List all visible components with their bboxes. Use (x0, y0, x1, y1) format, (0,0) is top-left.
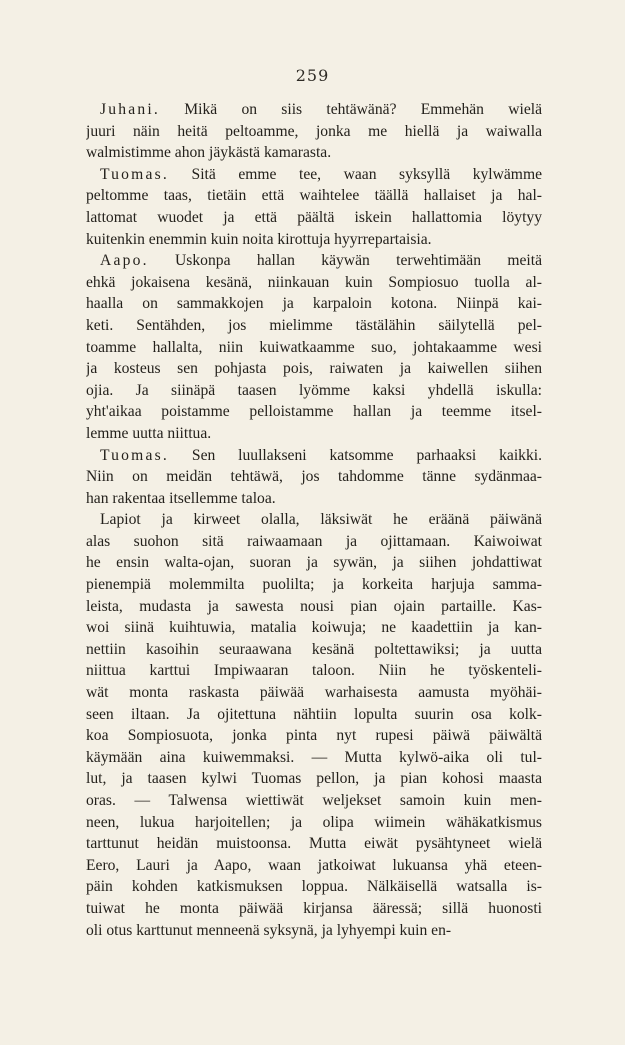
paragraph (86, 99, 542, 164)
text-line (86, 725, 542, 747)
text-line (86, 229, 542, 251)
line-text: seen iltaan. Ja ojitettuna nähtiin lopulta suurin osa kolk- (86, 705, 542, 723)
text-line (86, 531, 542, 553)
line-text: oli otus karttunut menneenä syksynä, ja lyhyempi kuin en- (86, 921, 452, 939)
line-text: woi siinä kuihtuwia, matalia koiwuja; ne kaadettiin ja kan- (86, 619, 542, 637)
text-line (86, 855, 542, 877)
line-text: Eero, Lauri ja Aapo, waan jatkoiwat lukuansa yhä eteen- (86, 856, 542, 874)
line-text: päin kohden katkismuksen loppua. Nälkäisellä watsalla is- (86, 878, 542, 896)
line-text: Niin on meidän tehtäwä, jos tahdomme tänne sydänmaa- (86, 468, 542, 486)
line-text: tarttunut heidän muistoonsa. Mutta eiwät pysähtyneet wielä (86, 835, 542, 853)
line-text: lattomat wuodet ja että päältä iskein hallattomia löytyy (86, 208, 542, 226)
text-line (86, 833, 542, 855)
line-text: keti. Sentähden, jos mielimme tästälähin säilytellä pel- (86, 316, 542, 334)
line-text: ehkä jokaisena kesänä, niinkauan kuin Sompiosuo tuolla al- (86, 273, 542, 291)
text-line (86, 423, 542, 445)
line-text: Sen luullakseni katsomme parhaaksi kaikki. (191, 446, 542, 464)
line-text: Mikä on siis tehtäwänä? Emmehän wielä (184, 101, 542, 118)
paragraph (86, 164, 542, 250)
text-line (86, 812, 542, 834)
speaker-name: Tuomas. (100, 446, 169, 464)
text-line (86, 682, 542, 704)
line-text: ojia. Ja siinäpä taasen lyömme kaksi yhdellä iskulla: (86, 381, 542, 399)
line-text: juuri näin heitä peltoamme, jonka me hiellä ja waiwalla (86, 122, 542, 140)
line-text: toamme hallalta, niin kuiwatkaamme suo, johtakaamme wesi (86, 338, 542, 356)
line-text: Lapiot ja kirweet olalla, läksiwät he eräänä päiwänä (100, 511, 542, 529)
text-line (86, 488, 542, 510)
paragraph (86, 250, 542, 444)
text-line (86, 315, 542, 337)
text-line (86, 250, 542, 272)
text-line (86, 617, 542, 639)
text-line (86, 293, 542, 315)
text-line (86, 747, 542, 769)
text-line (86, 509, 542, 531)
paragraph (86, 509, 542, 941)
line-text: kuitenkin enemmin kuin noita kirottuja hyyrrepartaisia. (86, 230, 432, 248)
speaker-name: Tuomas. (100, 165, 169, 183)
text-line (86, 401, 542, 423)
paragraph (86, 445, 542, 510)
text-line (86, 142, 542, 164)
line-text: pienempiä molemmilta puolilta; ja korkeita harjuja samma- (86, 576, 542, 594)
line-text: ja kosteus sen pohjasta pois, raiwaten ja kaiwellen siihen (86, 360, 542, 378)
text-line (86, 574, 542, 596)
line-text: alas suohon sitä raiwaamaan ja ojittamaan. Kaiwoiwat (86, 532, 542, 550)
line-text: he ensin walta-ojan, suoran ja sywän, ja siihen johdattiwat (86, 554, 542, 572)
line-text: oras. — Talwensa wiettiwät weljekset samoin kuin men- (86, 792, 542, 809)
line-text: leista, mudasta ja sawesta nousi pian ojain partaille. Kas- (86, 597, 542, 615)
text-line (86, 185, 542, 207)
text-line (86, 704, 542, 726)
line-text: lemme uutta niittua. (86, 424, 212, 442)
line-text: han rakentaa itsellemme taloa. (86, 489, 276, 507)
line-text: Sitä emme tee, waan syksyllä kylwämme (191, 165, 542, 183)
line-text: neen, lukua harjoitellen; ja olipa wiimein wähäkatkismus (86, 813, 542, 831)
line-text: Uskonpa hallan käywän terwehtimään meitä (175, 252, 542, 270)
text-line (86, 466, 542, 488)
text-line (86, 99, 542, 121)
line-text: yht'aikaa poistamme pelloistamme hallan ja teemme itsel- (86, 403, 542, 421)
text-line (86, 207, 542, 229)
line-text: käymään aina kuiwemmaksi. — Mutta kylwö-aika oli tul- (86, 748, 542, 766)
text-line (86, 660, 542, 682)
line-text: niittua karttui Impiwaaran taloon. Niin he työskenteli- (86, 662, 542, 680)
text-line (86, 920, 542, 942)
text-line (86, 272, 542, 294)
line-text: koa Sompiosuota, jonka pinta nyt rupesi päiwä päiwältä (86, 727, 542, 745)
line-text: walmistimme ahon jäykästä kamarasta. (86, 144, 332, 162)
text-line (86, 164, 542, 186)
page-number: 259 (295, 66, 330, 85)
text-line (86, 768, 542, 790)
speaker-name: Juhani. (100, 101, 161, 118)
text-line (86, 552, 542, 574)
text-line (86, 380, 542, 402)
line-text: tuiwat he monta päiwää kirjansa ääressä; sillä huonosti (86, 899, 542, 917)
text-line (86, 898, 542, 920)
text-line (86, 358, 542, 380)
line-text: wät monta raskasta päiwää warhaisesta aamusta myöhäi- (86, 684, 542, 702)
line-text: haalla on sammakkojen ja karpaloin kotona. Niinpä kai- (86, 295, 542, 313)
text-line (86, 337, 542, 359)
text-line (86, 596, 542, 618)
line-text: peltomme taas, tietäin että waihtelee täällä hallaiset ja hal- (86, 187, 542, 205)
text-line (86, 121, 542, 143)
text-line (86, 445, 542, 467)
text-line (86, 790, 542, 812)
speaker-name: Aapo. (100, 252, 149, 270)
line-text: lut, ja taasen kylwi Tuomas pellon, ja pian kohosi maasta (86, 770, 542, 788)
line-text: nettiin kasoihin seuraawana kesänä poltettawiksi; ja uutta (86, 640, 542, 658)
text-line (86, 639, 542, 661)
body-text (86, 99, 542, 941)
text-line (86, 876, 542, 898)
